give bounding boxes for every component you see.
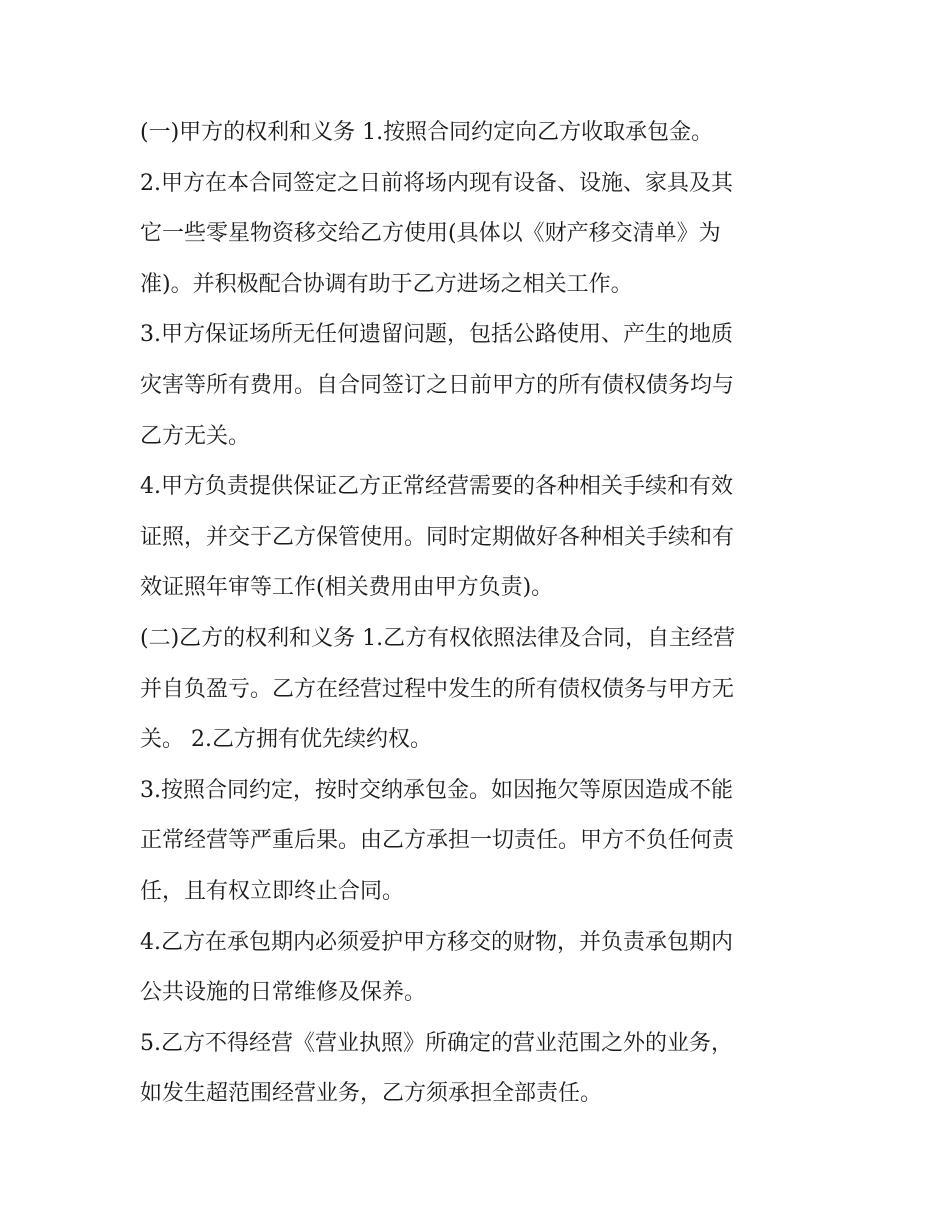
text-line: 效证照年审等工作(相关费用由甲方负责)。: [140, 575, 554, 601]
contract-body: [140, 108, 840, 1120]
text-line: 关。 2.乙方拥有优先续约权。: [140, 727, 432, 753]
text-line: (一)甲方的权利和义务 1.按照合同约定向乙方收取承包金。: [140, 120, 714, 145]
text-line: 3.按照合同约定，按时交纳承包金。如因拖欠等原因造成不能: [140, 777, 733, 803]
text-line: 证照，并交于乙方保管使用。同时定期做好各种相关手续和有: [140, 524, 735, 550]
text-line: 正常经营等严重后果。由乙方承担一切责任。甲方不负任何责: [140, 828, 735, 854]
text-line: 4.乙方在承包期内必须爱护甲方移交的财物，并负责承包期内: [140, 929, 733, 955]
text-line: 公共设施的日常维修及保养。: [140, 980, 427, 1006]
text-line: 并自负盈亏。乙方在经营过程中发生的所有债权债务与甲方无: [140, 676, 735, 702]
text-line: 4.甲方负责提供保证乙方正常经营需要的各种相关手续和有效: [140, 474, 733, 500]
text-line: 准)。并积极配合协调有助于乙方进场之相关工作。: [140, 271, 633, 297]
text-line: (二)乙方的权利和义务 1.乙方有权依照法律及合同，自主经营: [140, 625, 736, 651]
text-line: 乙方无关。: [140, 423, 251, 449]
text-line: 3.甲方保证场所无任何遗留问题，包括公路使用、产生的地质: [140, 322, 733, 348]
text-line: 2.甲方在本合同签定之日前将场内现有设备、设施、家具及其: [140, 170, 733, 196]
text-line: 灾害等所有费用。自合同签订之日前甲方的所有债权债务均与: [140, 372, 735, 398]
text-line: 5.乙方不得经营《营业执照》所确定的营业范围之外的业务，: [140, 1030, 733, 1056]
text-line: 它一些零星物资移交给乙方使用(具体以《财产移交清单》为: [140, 221, 721, 247]
text-line: 任，且有权立即终止合同。: [140, 878, 405, 904]
text-line: 如发生超范围经营业务，乙方须承担全部责任。: [140, 1081, 603, 1107]
